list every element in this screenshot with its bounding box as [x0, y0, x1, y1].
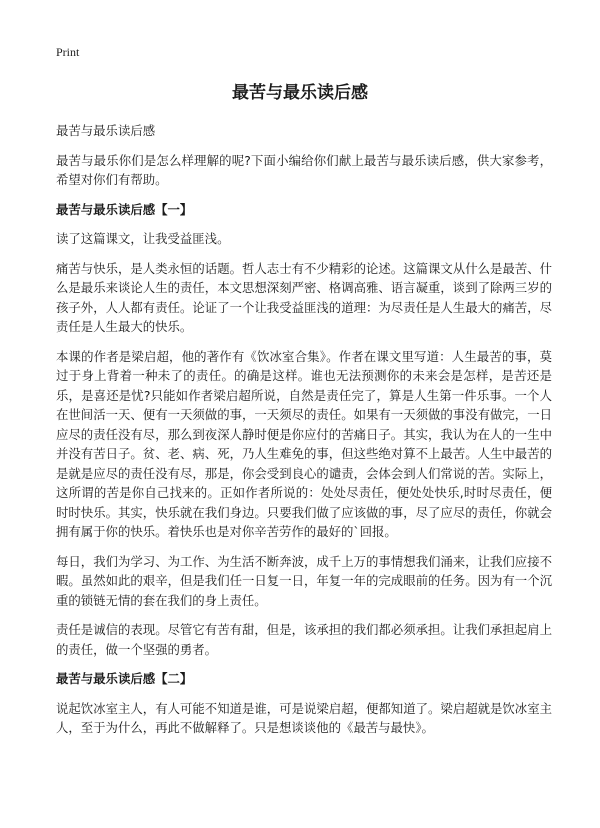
article-subtitle: 最苦与最乐读后感 [56, 123, 156, 138]
section-1-paragraph: 本课的作者是梁启超，他的著作有《饮冰室合集》。作者在课文里写道：人生最苦的事，莫过于身上背着一种未了的责任。的确是这样。谁也无法预测你的未来会是怎样，是苦还是乐，是喜还是忧?只能如作者梁启超所说，自然是责任完了，算是人生第一件乐事。一个人在世间活一天、便有一天须做的事，一天须尽的责任。如果有一天须做的事没有做完，一日应尽的责任没有尽，那么到夜深人静时便是你应付的苦痛日子。其实，我认为在人的一生中并没有苦日子。贫、老、病、死，乃人生难免的事，但这些绝对算不上最苦。人生中最苦的是就是应尽的责任没有尽，那是，你会受到良心的谴责，会体会到人们常说的苦。实际上，这所谓的苦是你自己找来的。正如作者所说的：处处尽责任，便处处快乐,时时尽责任，便时时快乐。其实，快乐就在我们身边。只要我们做了应该做的事，尽了应尽的责任，你就会拥有属于你的快乐。着快乐也是对你辛苦劳作的最好的`回报。 [56, 348, 552, 539]
article-content [56, 121, 552, 748]
section-2-paragraph: 说起饮冰室主人，有人可能不知道是谁，可是说梁启超，便都知道了。梁启超就是饮冰室主人，至于为什么，再此不做解释了。只是想谈谈他的《最苦与最快》。 [56, 700, 552, 735]
article-intro: 最苦与最乐你们是怎么样理解的呢?下面小编给你们献上最苦与最乐读后感，供大家参考，希望对你们有帮助。 [56, 152, 552, 187]
document-title: 最苦与最乐读后感 [232, 83, 368, 103]
section-1-paragraph: 每日，我们为学习、为工作、为生活不断奔波，成千上万的事情想我们涌来，让我们应接不暇。虽然如此的艰辛，但是我们任一日复一日，年复一年的完成眼前的任务。因为有一个沉重的锁链无情的套在我们的身上责任。 [56, 553, 552, 608]
section-2-heading: 最苦与最乐读后感【二】 [56, 671, 193, 686]
section-1-paragraph: 读了这篇课文，让我受益匪浅。 [56, 231, 230, 246]
section-1-paragraph: 责任是诚信的表现。尽管它有苦有甜，但是，该承担的我们都必须承担。让我们承担起肩上的责任，做一个坚强的勇者。 [56, 622, 552, 657]
print-link[interactable]: Print [56, 45, 80, 59]
section-1-heading: 最苦与最乐读后感【一】 [56, 201, 193, 217]
section-1-paragraph: 痛苦与快乐，是人类永恒的话题。哲人志士有不少精彩的论述。这篇课文从什么是最苦、什么是最乐来谈论人生的责任，本文思想深刻严密、格调高雅、语言凝重，谈到了除两三岁的孩子外，人人都有责任。论证了一个让我受益匪浅的道理：为尽责任是人生最大的痛苦，尽责任是人生最大的快乐。 [56, 260, 552, 334]
